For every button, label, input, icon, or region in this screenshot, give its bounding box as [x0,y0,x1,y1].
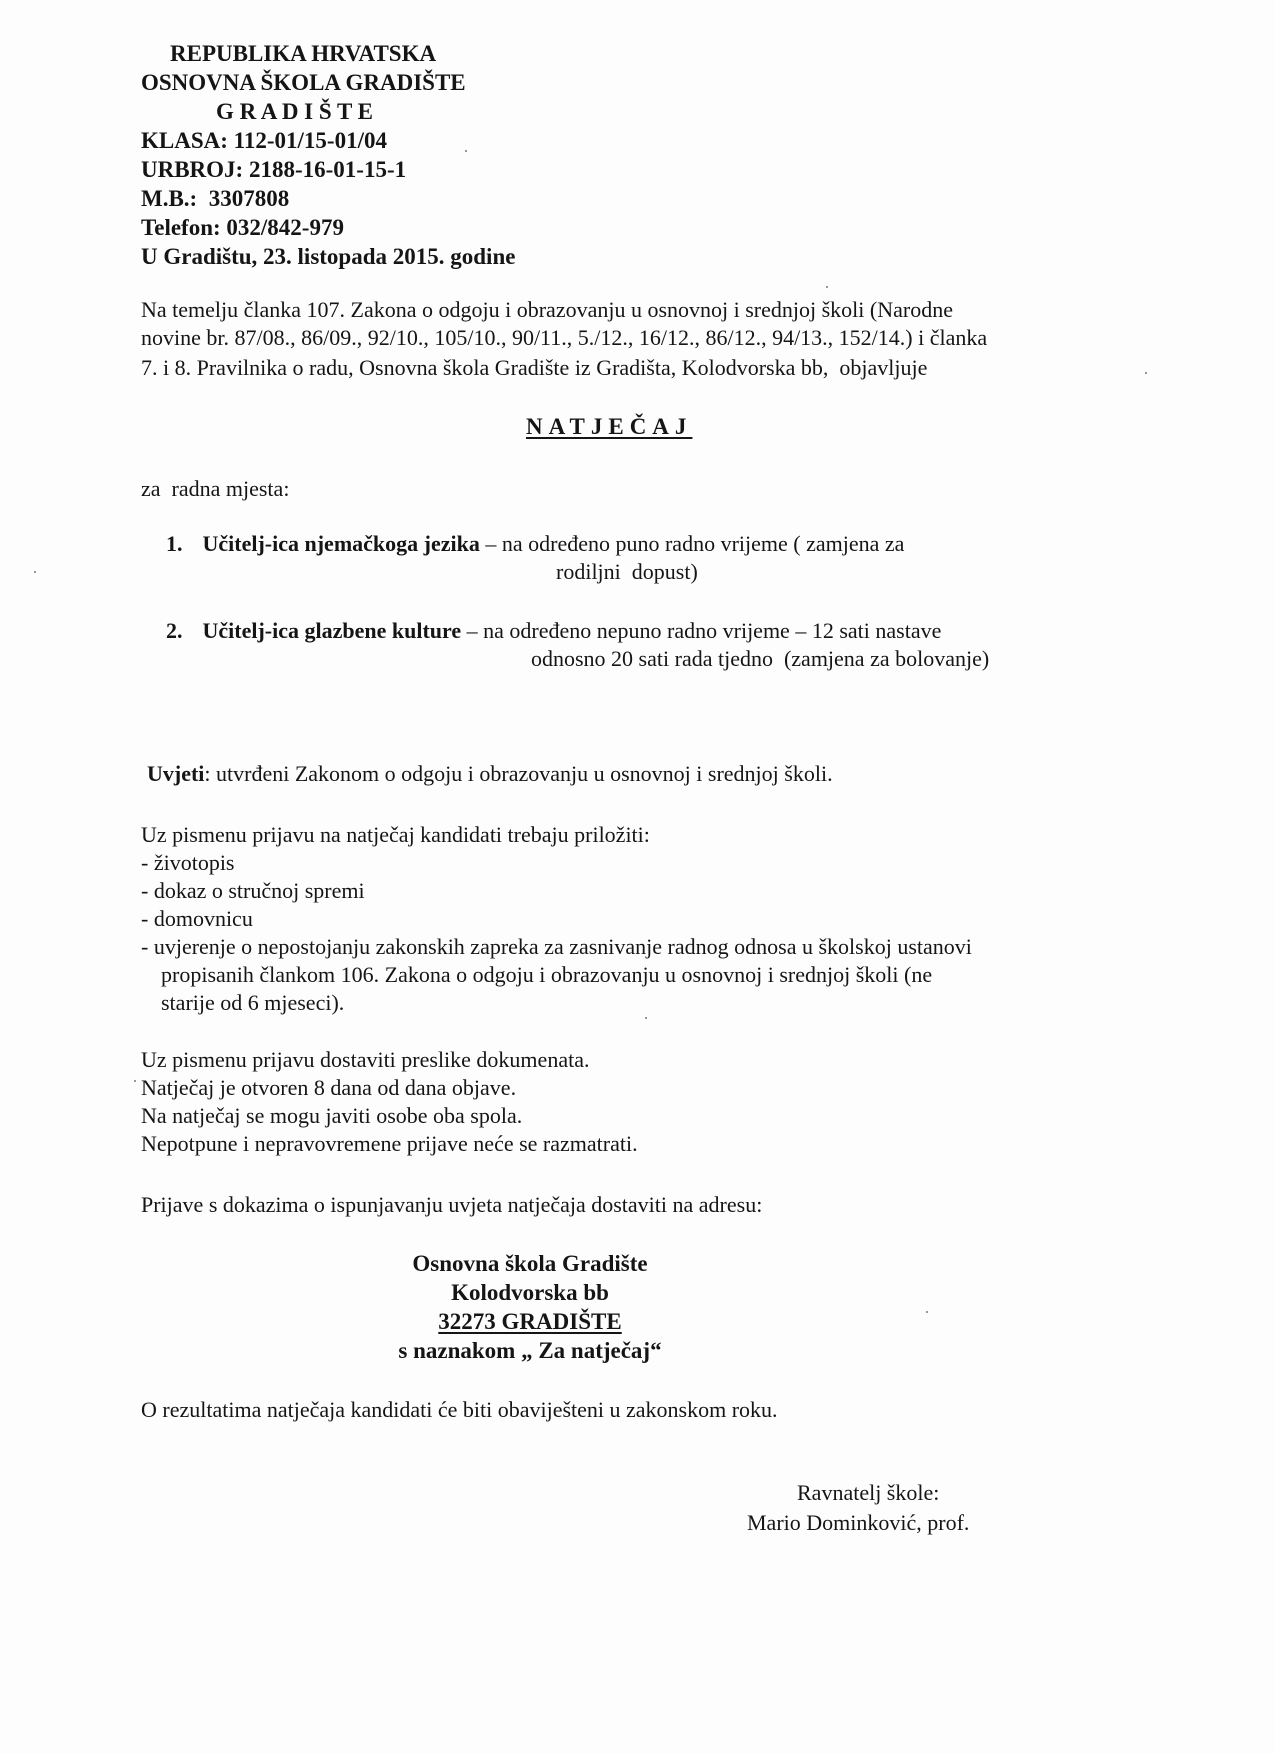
attachment-item: - životopis [141,850,235,875]
note-line: Nepotpune i nepravovremene prijave neće se razmatrati. [141,1131,638,1156]
position-description-cont: odnosno 20 sati rada tjedno (zamjena za bolovanje) [531,646,990,671]
position-name: Učitelj-ica glazbene kulture [202,618,462,643]
header-country: REPUBLIKA HRVATSKA [170,41,437,66]
address-line-4: s naznakom „ Za natječaj“ [398,1338,662,1363]
signature-name: Mario Dominković, prof. [747,1510,970,1535]
header-date: U Gradištu, 23. listopada 2015. godine [141,244,516,269]
note-line: Uz pismenu prijavu dostaviti preslike dokumenata. [141,1047,590,1072]
note-line: Na natječaj se mogu javiti osobe oba spola. [141,1103,523,1128]
header-telefon: Telefon: 032/842-979 [141,215,344,240]
position-number: 1. [166,531,183,556]
document-title: NATJEČAJ [526,414,693,439]
intro-line-2: novine br. 87/08., 86/09., 92/10., 105/10., 90/11., 5./12., 16/12., 86/12., 94/13., 152/14.) i članka [141,325,988,350]
address-line-3: 32273 GRADIŠTE [438,1309,622,1334]
intro-line-1: Na temelju članka 107. Zakona o odgoju i obrazovanju u osnovnoj i srednjoj školi (Narodne [141,297,953,322]
conditions [147,760,833,788]
position-name: Učitelj-ica njemačkoga jezika [202,531,480,556]
header-klasa: KLASA: 112-01/15-01/04 [141,128,387,153]
header-town: G R A D I Š T E [216,99,374,124]
position-number: 2. [166,618,183,643]
results-text: O rezultatima natječaja kandidati će biti obaviješteni u zakonskom roku. [141,1397,778,1422]
position-description-cont: rodiljni dopust) [556,559,698,584]
attachment-item: - uvjerenje o nepostojanju zakonskih zapreka za zasnivanje radnog odnosa u školskoj ustanovi [141,934,972,959]
attachment-item: - domovnicu [141,906,253,931]
positions-subtitle: za radna mjesta: [141,476,290,501]
attachment-item: - dokaz o stručnoj spremi [141,878,365,903]
position-item [166,617,941,645]
attachments-intro: Uz pismenu prijavu na natječaj kandidati trebaju priložiti: [141,822,650,847]
attachment-item-cont: propisanih člankom 106. Zakona o odgoju i obrazovanju u osnovnoj i srednjoj školi (ne [161,962,933,987]
conditions-label: Uvjeti [147,761,205,786]
address-intro: Prijave s dokazima o ispunjavanju uvjeta natječaja dostaviti na adresu: [141,1192,763,1217]
note-line: Natječaj je otvoren 8 dana od dana objave. [141,1075,517,1100]
address-line-2: Kolodvorska bb [451,1280,609,1305]
signature-title: Ravnatelj škole: [797,1480,940,1505]
header-school: OSNOVNA ŠKOLA GRADIŠTE [141,70,466,95]
position-description: – na određeno nepuno radno vrijeme – 12 sati nastave [461,618,942,643]
position-description: – na određeno puno radno vrijeme ( zamjena za [479,531,905,556]
intro-line-3: 7. i 8. Pravilnika o radu, Osnovna škola Gradište iz Gradišta, Kolodvorska bb, objavljuje [141,355,928,380]
attachment-item-cont: starije od 6 mjeseci). [161,990,345,1015]
address-line-1: Osnovna škola Gradište [412,1251,648,1276]
header-mb: M.B.: 3307808 [141,186,290,211]
header-urbroj: URBROJ: 2188-16-01-15-1 [141,157,407,182]
conditions-text: : utvrđeni Zakonom o odgoju i obrazovanju u osnovnoj i srednjoj školi. [204,761,833,786]
position-item [166,530,904,558]
